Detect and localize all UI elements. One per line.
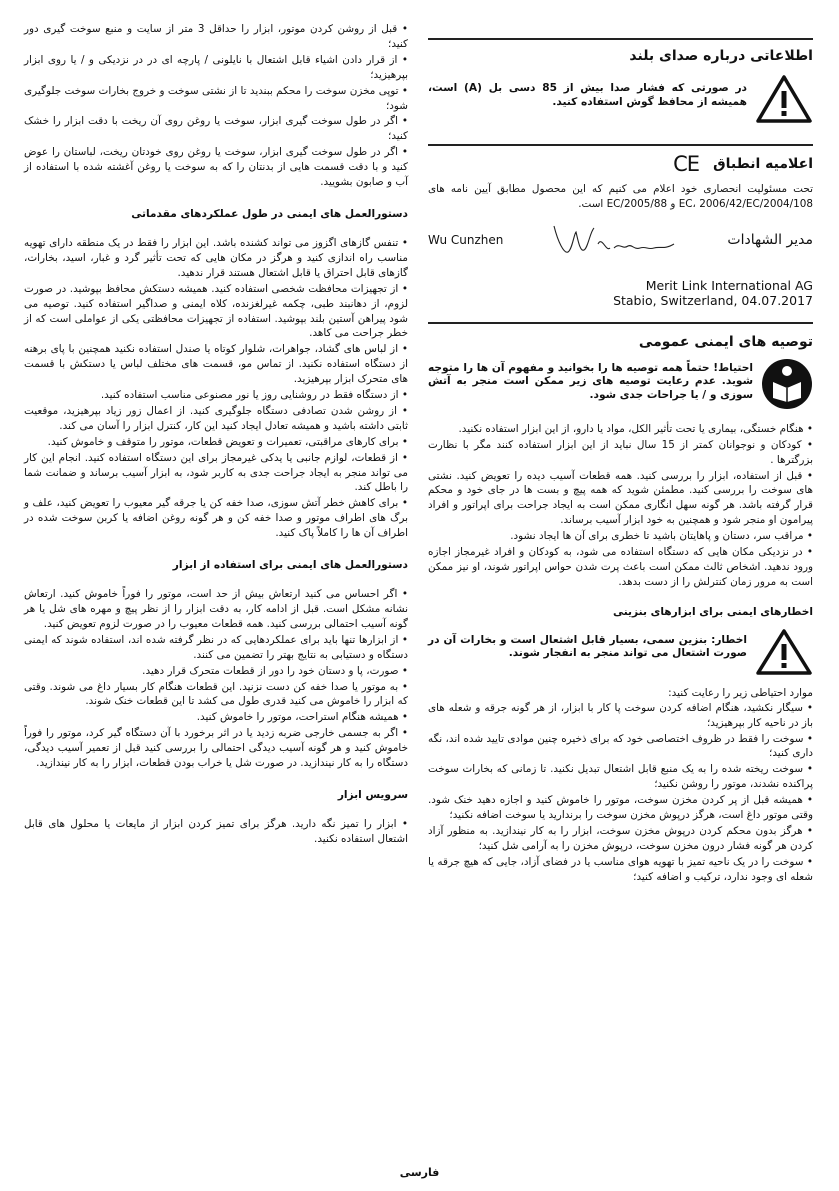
list-item: • به موتور یا صدا خفه کن دست نزنید. این قطعات هنگام کار بسیار داغ می شوند. وقتی که ابزار را خاموش می کنید قدری طول می کشد تا این قطعات خنک شوند. — [24, 680, 408, 708]
section-divider — [428, 322, 813, 324]
list-item: • در نزدیکی مکان هایی که دستگاه استفاده می شود، به کودکان و افراد غیرمجاز اجازه ورود ندهید. اشخاص ثالث ممکن است باعث پرت شدن حواس اپراتور شوند، او نیز ممکن است به مرور زمان کنترلش را از دست بدهد. — [428, 546, 814, 588]
general-bullets — [428, 422, 813, 590]
list-item: • سوخت ریخته شده را به یک منبع قابل اشتعال تبدیل نکنید. تا زمانی که بخارات سوخت پراکنده نشدند، موتور را روشن نکنید؛ — [428, 763, 813, 791]
list-item: • همیشه هنگام استراحت، موتور را خاموش کنید. — [196, 711, 408, 724]
list-item: • تنفس گازهای اگزوز می تواند کشنده باشد. این ابزار را فقط در یک منطقه دارای تهویه مناسب راه اندازی کنید و هرگز در مکان هایی که تحت تأثیر گرد و غبار، اسید، بخارات، گازهای قابل احتراق یا قابل اشتعال هستند قرار ندهید. — [24, 236, 409, 279]
petrol-bullets — [428, 701, 813, 885]
list-item: • برای کارهای مراقبتی، تعمیرات و تعویض قطعات، موتور را متوقف و خاموش کنید. — [47, 435, 408, 448]
noise-warning-box — [428, 74, 813, 124]
list-item: • هرگز بدون محکم کردن درپوش مخزن سوخت، ابزار را به کار نیندازید. به منظور آزاد کردن هر گونه فشار درون مخزن سوخت، درپوش مخزن را به آرامی شل کنید؛ — [428, 824, 813, 852]
warning-triangle-icon — [755, 628, 813, 676]
certificate-manager-label: مدیر الشهادات — [727, 231, 813, 248]
warning-triangle-icon — [755, 74, 813, 124]
list-item: • صورت، پا و دستان خود را دور از قطعات متحرک قرار دهید. — [142, 664, 408, 677]
petrol-warning-text: اخطار: بنزین سمی، بسیار قابل اشتعال است و بخارات آن در صورت اشتعال می تواند منجر به انفجار شوند. — [428, 633, 747, 660]
conformity-title: اعلامیه انطباق — [713, 156, 813, 172]
list-item: • هنگام خستگی، بیماری یا تحت تأثیر الکل، مواد یا دارو، از این ابزار استفاده نکنید. — [458, 422, 813, 435]
list-item: • مراقب سر، دستان و پاهایتان باشید تا خطری برای آن ها ایجاد نشود. — [510, 530, 813, 543]
general-warning-text: احتیاط! حتماً همه توصیه ها را بخوانید و مفهوم آن ها را متوجه شوید. عدم رعایت توصیه های زیر ممکن است منجر به آتش سوزی و / یا جراحات جدی شود. — [428, 361, 753, 401]
list-item: • از لباس های گشاد، جواهرات، شلوار کوتاه یا صندل استفاده نکنید همچنین با پای برهنه از دستگاه استفاده نکنید. از تماس مو، قسمت های مختلف لباس یا دستکش با قسمت های متحرک ابزار بپرهیزید. — [24, 343, 408, 386]
list-item: • قبل از استفاده، ابزار را بررسی کنید. همه قطعات آسیب دیده را تعویض کنید. نشتی های سوخت را بررسی کنید. مطمئن شوید که همه پیچ و بست ها در جای خود و محکم قرار گرفته باشد. هر گونه سهل انگاری ممکن است به ایجاد جراحت برای اپراتور و افراد پیرامون او منجر شود و همچنین به خود ابزار آسیب برساند. — [428, 469, 813, 527]
general-warning-box — [428, 358, 813, 410]
usage-title: دستورالعمل های ایمنی برای استفاده از ابزار — [172, 559, 408, 572]
page-language-footer: فارسی — [399, 1166, 440, 1179]
signer-name: Wu Cunzhen — [428, 232, 504, 247]
prelim-bullets — [24, 236, 408, 541]
ce-mark: CE — [673, 152, 700, 176]
prelim-title: دستورالعمل های ایمنی در طول عملکردهای مقدماتی — [131, 207, 408, 220]
handwritten-signature — [550, 222, 680, 258]
list-item: • از تجهیزات محافظت شخصی استفاده کنید. همیشه دستکش محافظ بپوشید. در صورت لزوم، از دهانبند طبی، چکمه غیرلغزنده، کلاه ایمنی و صداگیر استفاده کنید. توصیه می شود پیراهن آستین بلند بپوشید. استفاده از تجهیزات محافظتی یکی از عواملی است که از خطر جراحت می کاهد. — [24, 282, 408, 340]
conformity-header — [428, 152, 813, 176]
petrol-title: اخطارهای ایمنی برای ابزارهای بنزینی — [613, 605, 813, 618]
list-item: • از روشن شدن تصادفی دستگاه جلوگیری کنید. از اعمال زور زیاد بپرهیزید، موقعیت ثابتی داشته باشید و همیشه تعادل ایجاد کنید این کار، کنترل ابزار را آسان می کند. — [24, 404, 408, 432]
list-item: • از قرار دادن اشیاء قابل اشتعال با نایلونی / پارچه ای در در نزدیکی و / یا روی ابزار بپرهیزید؛ — [24, 53, 408, 81]
noise-title: اطلاعاتی درباره صدای بلند — [629, 48, 813, 64]
service-title: سرویس ابزار — [337, 788, 408, 801]
list-item: • همیشه قبل از پر کردن مخزن سوخت، موتور را خاموش کنید و اجازه دهید خنک شود. وقتی موتور داغ است، هرگز درپوش مخزن سوخت را برندارید یا سوخت اضافه نکنید؛ — [428, 794, 813, 822]
service-bullets — [24, 817, 408, 847]
section-divider — [428, 144, 813, 146]
list-item: • از ابزارها تنها باید برای عملکردهایی که در نظر گرفته شده اند، استفاده شوند که ایمنی دستگاه و دستیابی به نتایج بهتر را تضمین می کنند. — [24, 633, 408, 661]
list-item: • از دستگاه فقط در روشنایی روز یا نور مصنوعی مناسب استفاده کنید. — [100, 389, 408, 402]
list-item: • اگر احساس می کنید ارتعاش بیش از حد است، موتور را فوراً خاموش کنید. ارتعاش نشانه مشکل است. قبل از ادامه کار، به دقت ابزار را از نظر پیچ و مهره های شل یا هر گونه آسیب احتمالی بررسی کنید. همه قطعات معیوب را در صورت لزوم تعویض کنید. — [24, 588, 408, 630]
list-item: • کودکان و نوجوانان کمتر از 15 سال نباید از این ابزار استفاده کنند مگر با نظارت بزرگترها . — [428, 438, 813, 466]
conformity-text: تحت مسئولیت انحصاری خود اعلام می کنیم که این محصول مطابق آیین نامه های 2004/108/EC، 2006/42/EC و 2005/88/EC است. — [428, 183, 813, 210]
left-top-bullets — [24, 22, 408, 190]
right-column — [428, 22, 813, 886]
list-item: • اگر به جسمی خارجی ضربه زدید یا در اثر برخورد با آن دستگاه گیر کرد، موتور را فوراً خاموش کنید و هر گونه آسیب دیدگی احتمالی را بررسی کنید قبل از تعمیر آسیب دیدگی، دستگاه را به کار نیندازید. در صورت شل یا خراب بودن قطعات، ابزار را به کار نیندازید. — [24, 727, 408, 770]
list-item: • برای کاهش خطر آتش سوزی، صدا خفه کن یا جرقه گیر معیوب را تعویض کنید، علف و برگ های اطراف موتور و صدا خفه کن و هر گونه روغن اضافه یا کربن سوخت شده در اطراف آن ها را کاملاً پاک کنید. — [24, 497, 408, 540]
list-item: • اگر در طول سوخت گیری ابزار، سوخت یا روغن روی خودتان ریخت، لباستان را عوض کنید و با دقت قسمت هایی از بدنتان را که به سوخت یا روغن آغشته شده با استفاده از آب و صابون بشویید. — [24, 146, 408, 189]
signature-row — [428, 220, 813, 260]
place-date: Stabio, Switzerland, 04.07.2017 — [613, 292, 813, 308]
list-item: • از قطعات، لوازم جانبی یا یدکی غیرمجاز برای این دستگاه استفاده کنید. انجام این کار می تواند منجر به ایجاد جراحت جدی به کاربر شود، به ابزار آسیب برساند و ضمانت شما را باطل کند. — [24, 451, 408, 494]
section-divider — [428, 38, 813, 40]
noise-warning-text: در صورتی که فشار صدا بیش از 85 دسی بل (A) است، همیشه از محافظ گوش استفاده کنید. — [428, 82, 747, 108]
left-column — [24, 22, 408, 848]
petrol-warning-box — [428, 628, 813, 676]
list-item: • اگر در طول سوخت گیری ابزار، سوخت یا روغن روی آن ریخت با دقت ابزار را خشک کنید؛ — [24, 115, 408, 143]
petrol-intro: موارد احتیاطی زیر را رعایت کنید: — [668, 686, 813, 699]
list-item: • سوخت را در یک ناحیه تمیز با تهویه هوای مناسب یا در فضای آزاد، جایی که هیچ جرقه یا شعله ای وجود ندارد، ترکیب و اضافه کنید؛ — [428, 855, 814, 883]
company-name: Merit Link International AG — [645, 277, 813, 293]
list-item: • توپی مخزن سوخت را محکم ببندید تا از نشتی سوخت و خروج بخارات سوخت جلوگیری شود؛ — [24, 84, 408, 112]
company-block — [428, 278, 813, 308]
read-manual-icon — [761, 358, 813, 410]
list-item: • سوخت را فقط در ظروف اختصاصی خود که برای ذخیره چنین موادی تایید شده اند، نگه داری کنید؛ — [428, 732, 813, 760]
general-title: توصیه های ایمنی عمومی — [638, 333, 813, 350]
list-item: • قبل از روشن کردن موتور، ابزار را حداقل 3 متر از سایت و منبع سوخت گیری دور کنید؛ — [24, 23, 408, 50]
list-item: • سیگار نکشید، هنگام اضافه کردن سوخت پا کار با ابزار، از هر گونه جرقه و شعله های باز در ناحیه کار بپرهیزید؛ — [428, 701, 813, 729]
usage-bullets — [24, 587, 408, 771]
list-item: • ابزار را تمیز نگه دارید. هرگز برای تمیز کردن ابزار از مایعات یا محلول های قابل اشتعال استفاده نکنید. — [24, 817, 408, 845]
